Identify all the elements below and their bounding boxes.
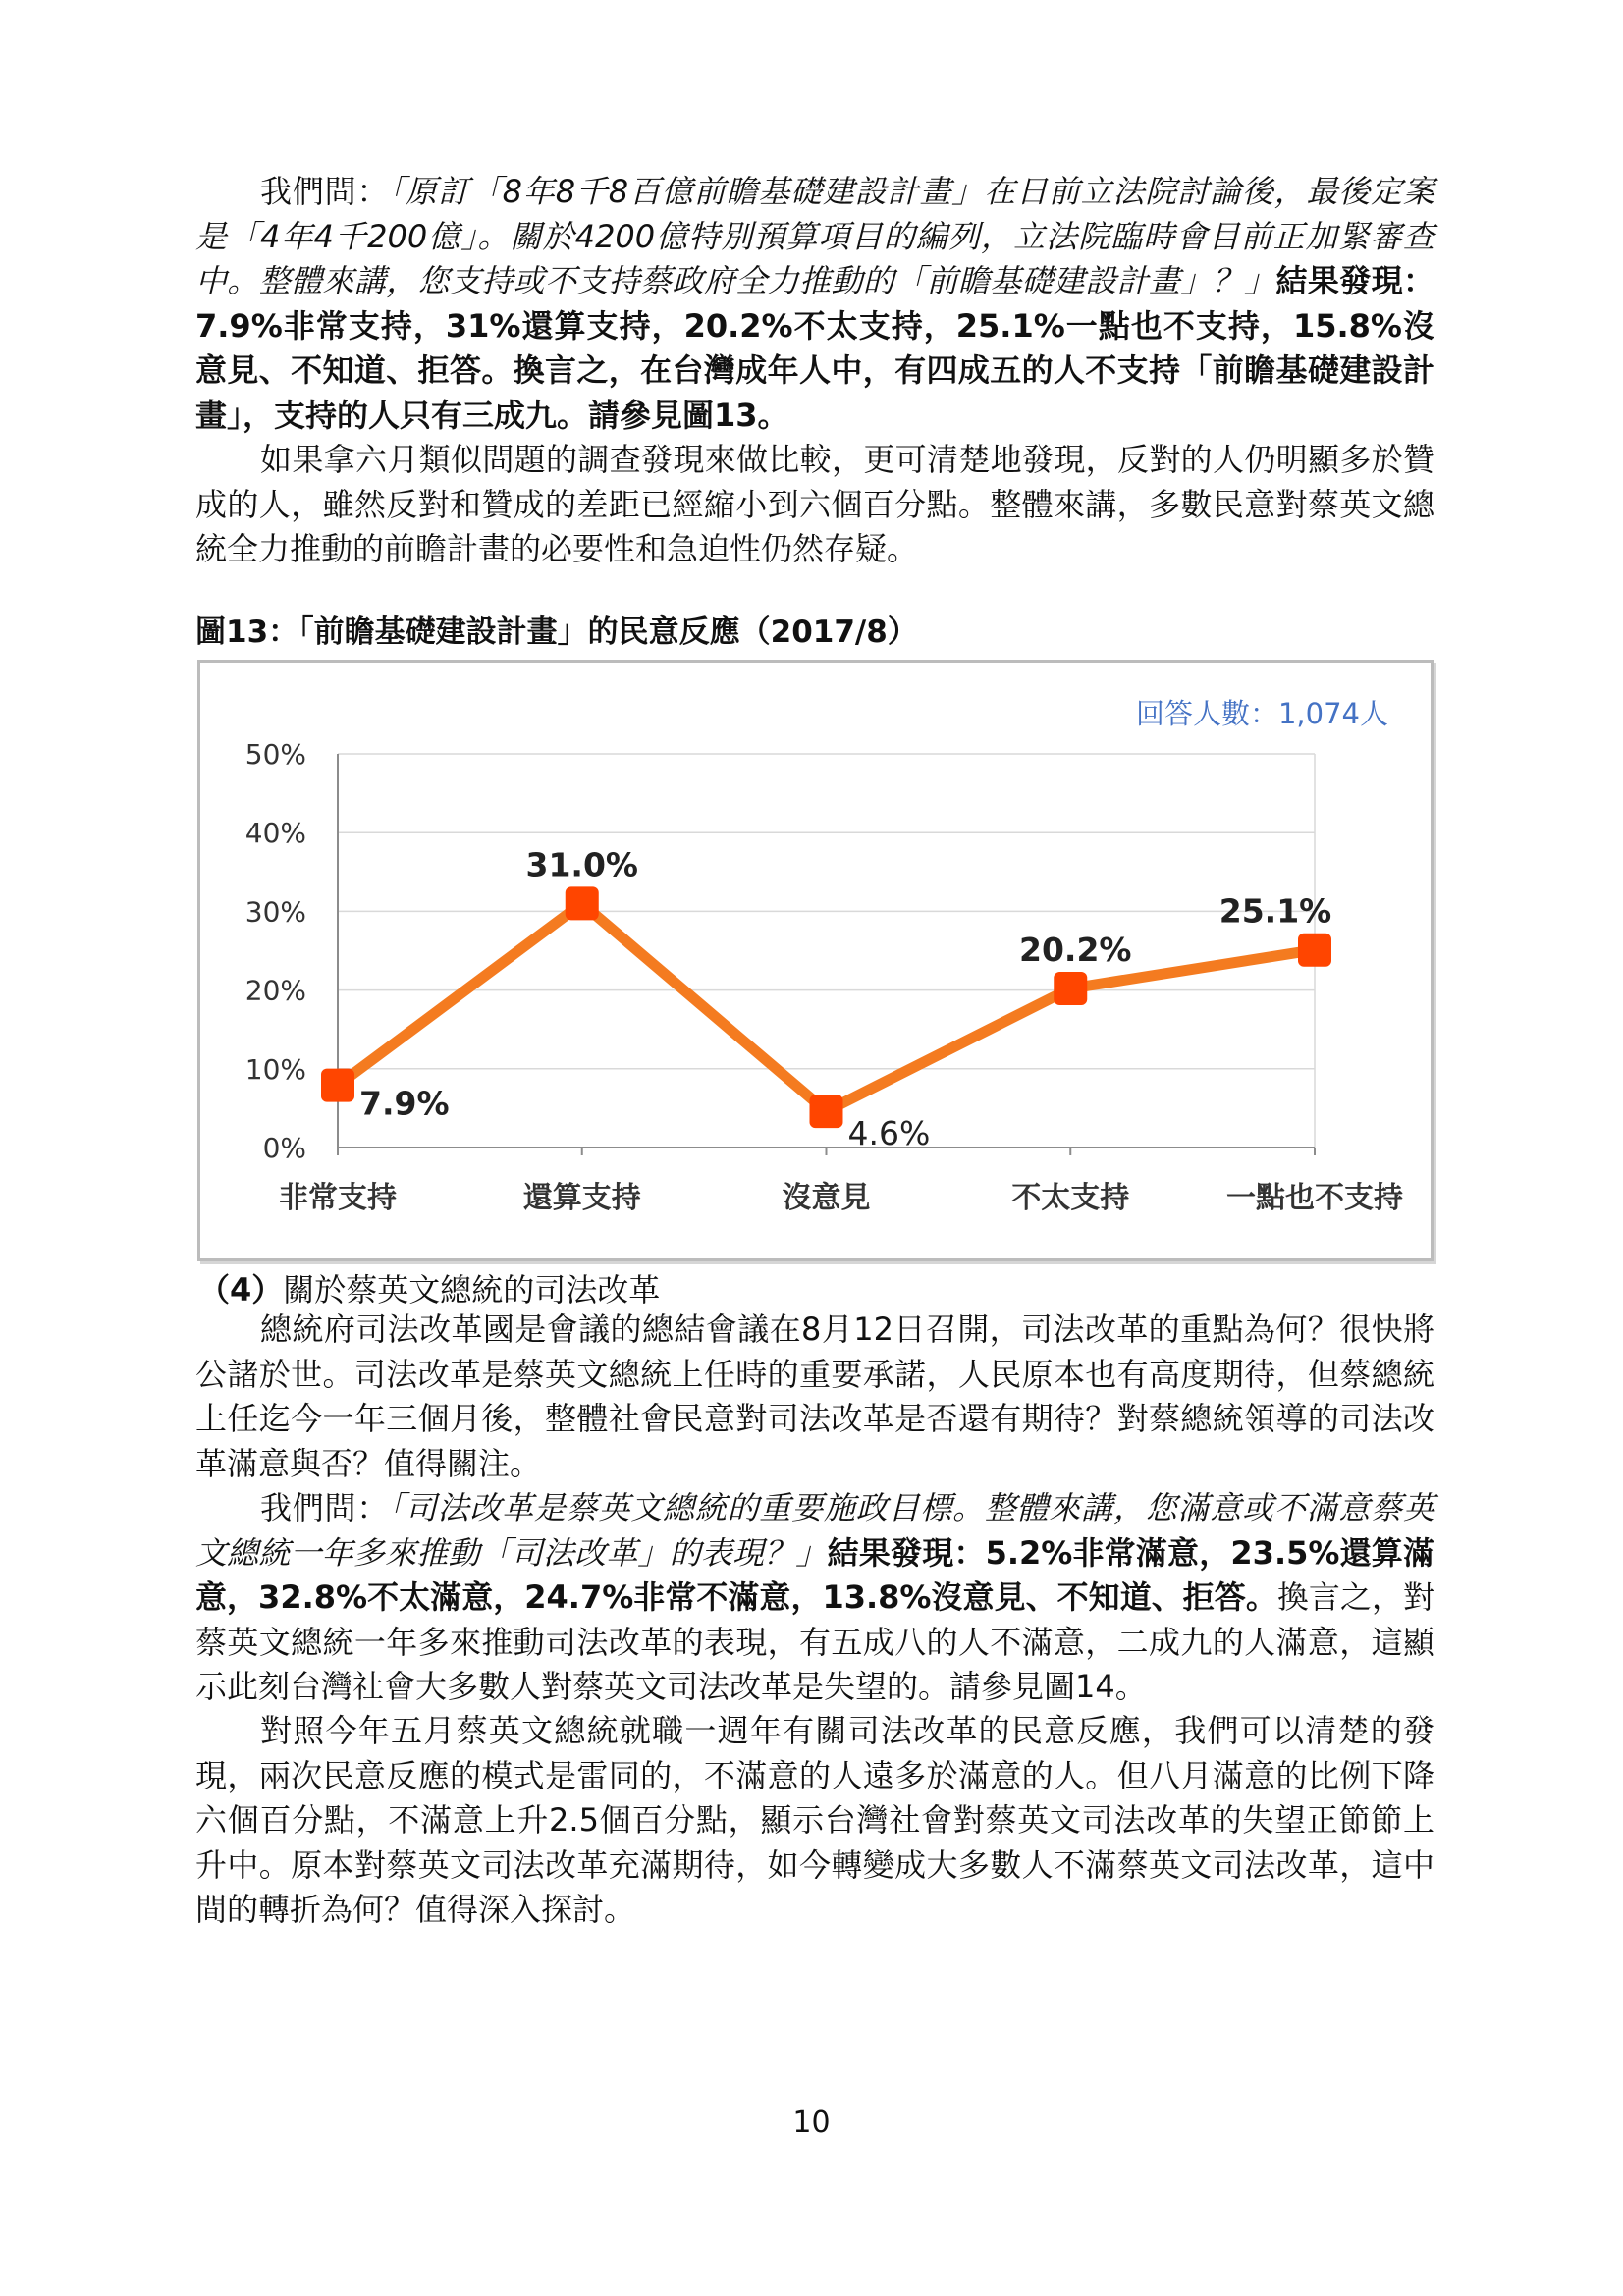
x-tick-label: 一點也不支持 [1226,1181,1403,1215]
survey-question-text: 「原訂「8年8千8百億前瞻基礎建設計畫」在日前立法院討論後，最後定案是「4年4千200億」。關於4200億特別預算項目的編列，立法院臨時會目前正加緊審查中。整體來講，您支持或不支持蔡政府全力推動的「前瞻基礎建設計畫」？」 [195,173,1434,299]
data-label: 31.0% [525,845,638,884]
survey-question-text: 「司法改革是蔡英文總統的重要施政目標。整體來講，您滿意或不滿意蔡英文總統一年多來推動「司法改革」的表現？」 [195,1489,1434,1572]
chart-series [321,886,1331,1128]
y-tick-label: 20% [244,974,306,1007]
y-tick-label: 10% [244,1052,306,1086]
paragraph-lead: 我們問： [260,173,390,210]
y-tick-label: 30% [244,895,306,929]
figure-caption: 圖13：「前瞻基礎建設計畫」的民意反應（2017/8） [195,614,918,650]
data-point [810,1095,843,1128]
series-line [338,903,1315,1111]
x-tick-label: 不太支持 [1011,1181,1130,1215]
y-axis-ticks [245,738,306,1164]
paragraph-question-judicial [195,1486,1434,1710]
data-label: 20.2% [1019,930,1132,969]
respondents-note: 回答人數：1,074人 [1135,697,1388,730]
section-heading [198,1265,660,1310]
survey-interpretation-text: 換言之，對蔡英文總統一年多來推動司法改革的表現，有五成八的人不滿意，二成九的人滿意，這顯示此刻台灣社會大多數人對蔡英文司法改革是失望的。請參見圖14。 [195,1578,1434,1705]
paragraph-comparison: 如果拿六月類似問題的調查發現來做比較，更可清楚地發現，反對的人仍明顯多於贊成的人，雖然反對和贊成的差距已經縮小到六個百分點。整體來講，多數民意對蔡英文總統全力推動的前瞻計畫的必要性和急迫性仍然存疑。 [195,441,1434,567]
y-tick-label: 40% [244,817,306,850]
data-point [566,886,599,920]
page-number: 10 [792,2106,831,2140]
section-title: 關於蔡英文總統的司法改革 [283,1271,661,1308]
survey-result-text: 結果發現：5.2%非常滿意，23.5%還算滿意，32.8%不太滿意，24.7%非常不滿意，13.8%沒意見、不知道、拒答。 [195,1533,1434,1616]
section-number: （4） [198,1271,284,1308]
line-chart [200,663,1431,1258]
data-label: 7.9% [359,1084,450,1123]
paragraph-trend-comparison: 對照今年五月蔡英文總統就職一週年有關司法改革的民意反應，我們可以清楚的發現，兩次民意反應的模式是雷同的，不滿意的人遠多於滿意的人。但八月滿意的比例下降六個百分點，不滿意上升2.5個百分點，顯示台灣社會對蔡英文司法改革的失望正節節上升中。原本對蔡英文司法改革充滿期待，如今轉變成大多數人不滿蔡英文司法改革，這中間的轉折為何？值得深入探討。 [195,1712,1434,1928]
data-point [321,1069,354,1102]
x-axis-ticks [279,1148,1403,1215]
data-point [1298,934,1331,967]
survey-result-text: 結果發現：7.9%非常支持，31%還算支持，20.2%不太支持，25.1%一點也不支持，15.8%沒意見、不知道、拒答。換言之，在台灣成年人中，有四成五的人不支持「前瞻基礎建設計畫」，支持的人只有三成九。請參見圖13。 [195,262,1434,434]
x-tick-label: 還算支持 [522,1181,641,1215]
paragraph-lead: 我們問： [260,1489,390,1526]
x-tick-label: 沒意見 [782,1181,871,1215]
chart-frame [197,660,1434,1261]
y-tick-label: 0% [262,1132,306,1164]
data-label: 25.1% [1218,891,1332,931]
paragraph-judicial-reform-intro: 總統府司法改革國是會議的總結會議在8月12日召開，司法改革的重點為何？很快將公諸於世。司法改革是蔡英文總統上任時的重要承諾，人民原本也有高度期待，但蔡總統上任迄今一年三個月後，整體社會民意對司法改革是否還有期待？對蔡總統領導的司法改革滿意與否？值得關注。 [195,1310,1434,1482]
paragraph-question-infrastructure [195,170,1434,438]
x-tick-label: 非常支持 [279,1181,397,1215]
chart-grid [338,754,1315,1148]
data-point [1054,972,1087,1005]
y-tick-label: 50% [244,738,306,771]
data-label: 4.6% [847,1114,931,1153]
